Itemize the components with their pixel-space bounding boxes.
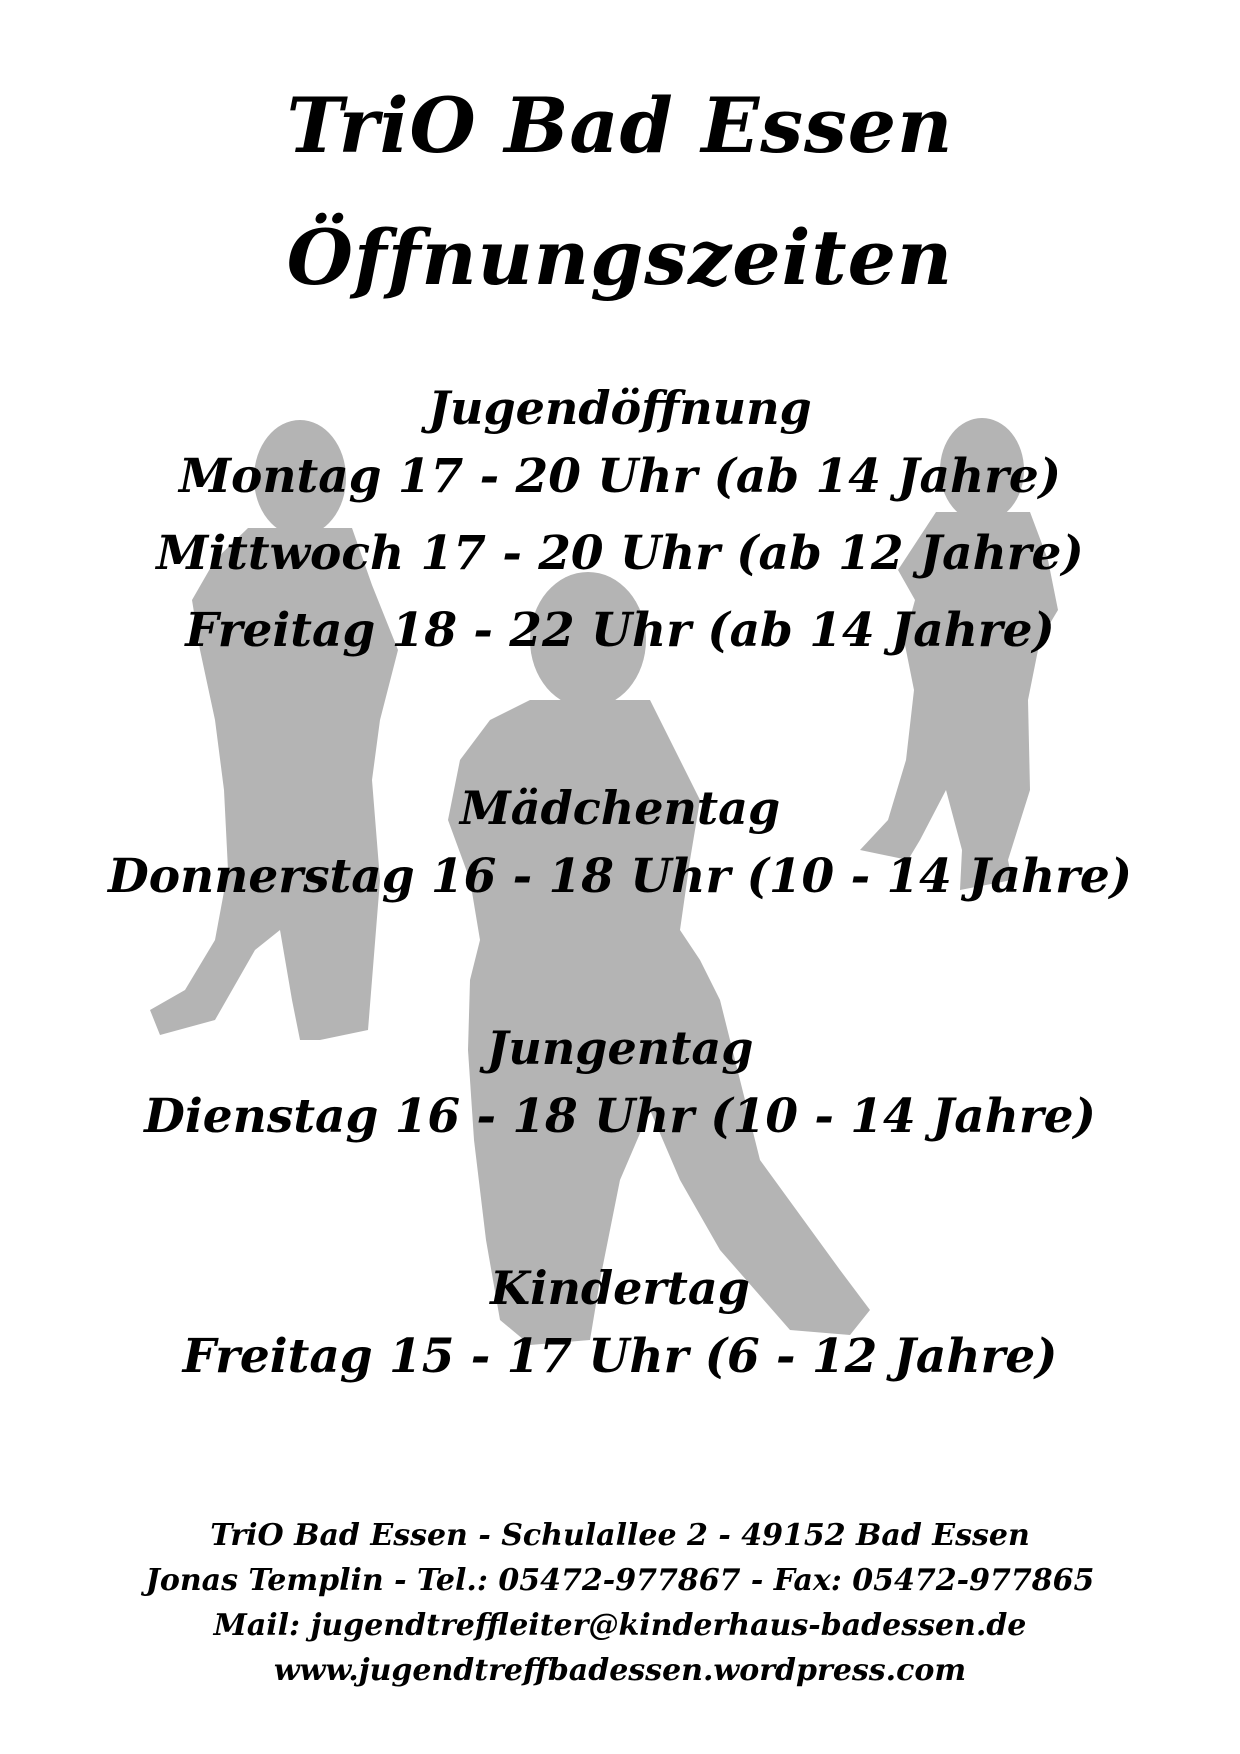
boys-heading: Jungentag (486, 1021, 754, 1075)
boys-line-tuesday: Dienstag 16 - 18 Uhr (10 - 14 Jahre) (144, 1089, 1096, 1144)
girls-section (0, 778, 1240, 915)
girls-line-thursday: Donnerstag 16 - 18 Uhr (10 - 14 Jahre) (107, 849, 1133, 904)
title-block (0, 60, 1240, 324)
girls-heading: Mädchentag (459, 781, 781, 835)
boys-section (0, 1018, 1240, 1155)
footer-web-link[interactable]: www.jugendtreffbadessen.wordpress.com (273, 1653, 967, 1688)
youth-heading: Jugendöffnung (428, 381, 812, 435)
kids-line-friday: Freitag 15 - 17 Uhr (6 - 12 Jahre) (182, 1329, 1058, 1384)
title-line-1: TriO Bad Essen (286, 81, 954, 170)
title-line-2: Öffnungszeiten (286, 213, 954, 302)
youth-line-wednesday: Mittwoch 17 - 20 Uhr (ab 12 Jahre) (156, 526, 1084, 581)
youth-line-friday: Freitag 18 - 22 Uhr (ab 14 Jahre) (185, 603, 1055, 658)
footer-mail[interactable]: Mail: jugendtreffleiter@kinderhaus-badessen.de (213, 1608, 1027, 1643)
kids-heading: Kindertag (490, 1261, 750, 1315)
youth-section (0, 378, 1240, 669)
footer-address: TriO Bad Essen - Schulallee 2 - 49152 Bad Essen (210, 1518, 1030, 1553)
youth-line-monday: Montag 17 - 20 Uhr (ab 14 Jahre) (178, 449, 1062, 504)
kids-section (0, 1258, 1240, 1395)
center-silhouette (448, 572, 870, 1345)
footer-contact: Jonas Templin - Tel.: 05472-977867 - Fax: 05472-977865 (145, 1563, 1095, 1598)
footer-block (0, 1513, 1240, 1693)
